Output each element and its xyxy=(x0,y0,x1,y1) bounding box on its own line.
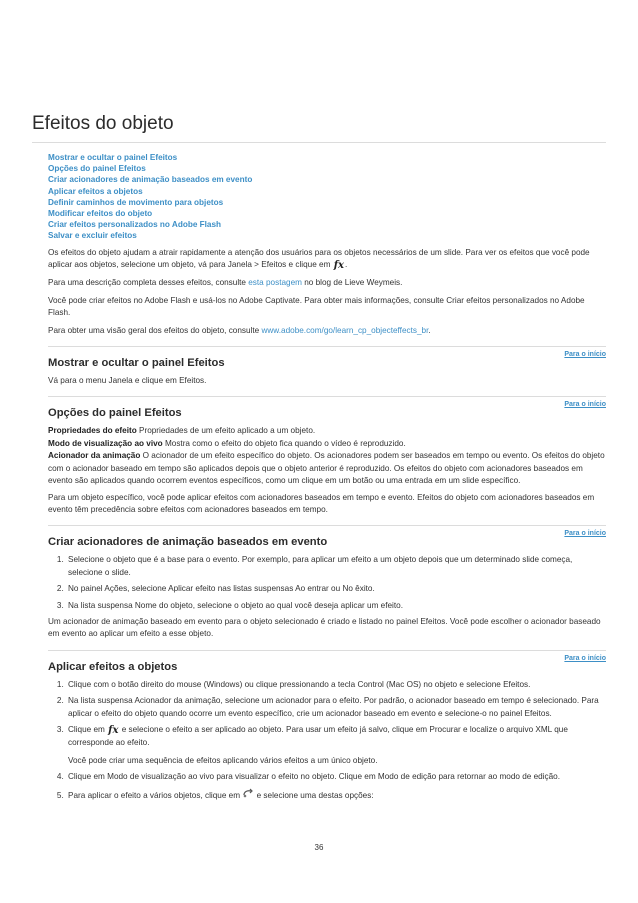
back-to-top-link[interactable]: Para o início xyxy=(564,401,606,409)
step-item: 3. Na lista suspensa Nome do objeto, selecione o objeto ao qual você deseja aplicar um efeito. xyxy=(66,600,606,612)
section-title: Mostrar e ocultar o painel Efeitos xyxy=(48,357,225,370)
blog-post-link[interactable]: esta postagem xyxy=(248,278,302,288)
step-text: e selecione uma destas opções: xyxy=(256,790,374,800)
section-title: Criar acionadores de animação baseados em evento xyxy=(48,536,328,549)
section-body xyxy=(48,375,606,387)
definition-term: Propriedades do efeito xyxy=(48,426,137,436)
toc-link-efeitos-flash[interactable]: Criar efeitos personalizados no Adobe Flash xyxy=(48,220,222,230)
intro-paragraph-2 xyxy=(48,277,606,289)
section-body xyxy=(48,554,606,640)
step-item: 4. Clique em Modo de visualização ao vivo para visualizar o efeito no objeto. Clique em Modo de edição para retornar ao modo de edição. xyxy=(66,771,606,783)
section-paragraph: Para um objeto específico, você pode aplicar efeitos com acionadores baseados em tempo e evento. Efeitos do objeto com acionadores baseados em evento têm precedência sobre efeitos com acionadores baseados em tempo. xyxy=(48,492,595,514)
step-item: 1. Selecione o objeto que é a base para o evento. Por exemplo, para aplicar um efeito a um objeto depois que um determinado slide começa, selecione o slide. xyxy=(66,554,606,579)
step-text: Clique em xyxy=(68,724,105,734)
definition-text: Mostra como o efeito do objeto fica quando o vídeo é reproduzido. xyxy=(164,438,406,448)
step-text: e selecione o efeito a ser aplicado ao objeto. Para usar um efeito já salvo, clique em Procurar e localize o arquivo XML que corresponde ao efeito. xyxy=(68,724,568,748)
toc-link-salvar-excluir[interactable]: Salvar e excluir efeitos xyxy=(48,231,137,241)
section-paragraph: Vá para o menu Janela e clique em Efeitos. xyxy=(48,376,207,386)
definition-term: Modo de visualização ao vivo xyxy=(48,438,163,448)
intro-text: Para uma descrição completa desses efeitos, consulte xyxy=(48,278,246,288)
intro-text: Os efeitos do objeto ajudam a atrair rapidamente a atenção dos usuários para os objetos necessários de um slide. Para ver os efeitos que você pode aplicar aos objetos, selecione um objeto, vá para Janela > Efeitos e clique em xyxy=(48,247,590,270)
page-content xyxy=(48,152,606,806)
definition-item xyxy=(48,425,606,437)
toc-link-opcoes-painel[interactable]: Opções do painel Efeitos xyxy=(48,164,146,174)
section-title: Aplicar efeitos a objetos xyxy=(48,660,178,673)
toc-link-definir-caminhos[interactable]: Definir caminhos de movimento para objetos xyxy=(48,197,224,207)
intro-text-end: . xyxy=(344,260,348,270)
definition-term: Acionador da animação xyxy=(48,451,141,461)
apply-to-multiple-icon xyxy=(242,788,254,801)
page-number: 36 xyxy=(314,843,324,852)
intro-text: . xyxy=(428,325,431,335)
intro-text: no blog de Lieve Weymeis. xyxy=(304,278,403,288)
section-header xyxy=(48,651,606,673)
fx-icon: fx xyxy=(333,260,344,272)
step-item xyxy=(66,724,606,767)
section-header xyxy=(48,526,606,548)
toc-link-mostrar-ocultar[interactable]: Mostrar e ocultar o painel Efeitos xyxy=(48,153,178,162)
title-divider xyxy=(32,142,606,143)
definition-text: O acionador de um efeito específico do objeto. Os acionadores podem ser baseados em tempo ou evento. Os efeitos do objeto com o acionador baseado em tempo são aplicados depois que o objeto anterior é reproduzido. Os efeitos do objeto com acionadores baseados em evento são aplicados quando ocorrem eventos específicos, como um clique em um botão ou uma entrada em um slide específico. xyxy=(48,451,605,486)
toc-link-criar-acionadores[interactable]: Criar acionadores de animação baseados em evento xyxy=(48,175,253,185)
section-body xyxy=(48,679,606,802)
step-item: 2. No painel Ações, selecione Aplicar efeito nas listas suspensas Ao entrar ou No êxito. xyxy=(66,583,606,595)
table-of-contents xyxy=(48,152,606,242)
page-title: Efeitos do objeto xyxy=(32,113,174,134)
section-header xyxy=(48,397,606,419)
definition-item xyxy=(48,450,606,487)
intro-paragraph-4 xyxy=(48,325,606,337)
section-title: Opções do painel Efeitos xyxy=(48,407,182,420)
toc-link-modificar-efeitos[interactable]: Modificar efeitos do objeto xyxy=(48,209,153,219)
steps-list xyxy=(48,554,606,612)
back-to-top-link[interactable]: Para o início xyxy=(564,654,606,662)
definition-item xyxy=(48,438,606,450)
overview-url-link[interactable]: www.adobe.com/go/learn_cp_objecteffects_br xyxy=(261,325,429,335)
section-body xyxy=(48,425,606,516)
fx-icon: fx xyxy=(108,724,119,736)
back-to-top-link[interactable]: Para o início xyxy=(564,530,606,538)
section-header xyxy=(48,347,606,369)
toc-link-aplicar-efeitos[interactable]: Aplicar efeitos a objetos xyxy=(48,186,143,196)
definition-text: Propriedades de um efeito aplicado a um objeto. xyxy=(139,426,316,436)
intro-text: Para obter uma visão geral dos efeitos do objeto, consulte xyxy=(48,325,260,335)
step-item: 2. Na lista suspensa Acionador da animação, selecione um acionador para o efeito. Por padrão, o acionador baseado em tempo é selecionado. Para aplicar o efeito do objeto quando ocorre um evento específico, crie um acionador baseado em evento e selecione-o no painel Efeitos. xyxy=(66,695,606,720)
back-to-top-link[interactable]: Para o início xyxy=(564,351,606,359)
step-note: Você pode criar uma sequência de efeitos aplicando vários efeitos a um único objeto. xyxy=(68,755,378,765)
step-item xyxy=(66,788,606,802)
step-item: 1. Clique com o botão direito do mouse (Windows) ou clique pressionando a tecla Control (Mac OS) no objeto e selecione Efeitos. xyxy=(66,679,606,691)
intro-paragraph-1 xyxy=(48,247,606,273)
steps-list xyxy=(48,679,606,802)
section-paragraph: Um acionador de animação baseado em evento para o objeto selecionado é criado e listado no painel Efeitos. Você pode escolher o acionador baseado em evento ao aplicar um efeito a esse objeto. xyxy=(48,616,601,639)
intro-paragraph-3: Você pode criar efeitos no Adobe Flash e usá-los no Adobe Captivate. Para obter mais informações, consulte Criar efeitos personalizados no Adobe Flash. xyxy=(48,295,585,318)
step-text: Para aplicar o efeito a vários objetos, clique em xyxy=(68,790,241,800)
